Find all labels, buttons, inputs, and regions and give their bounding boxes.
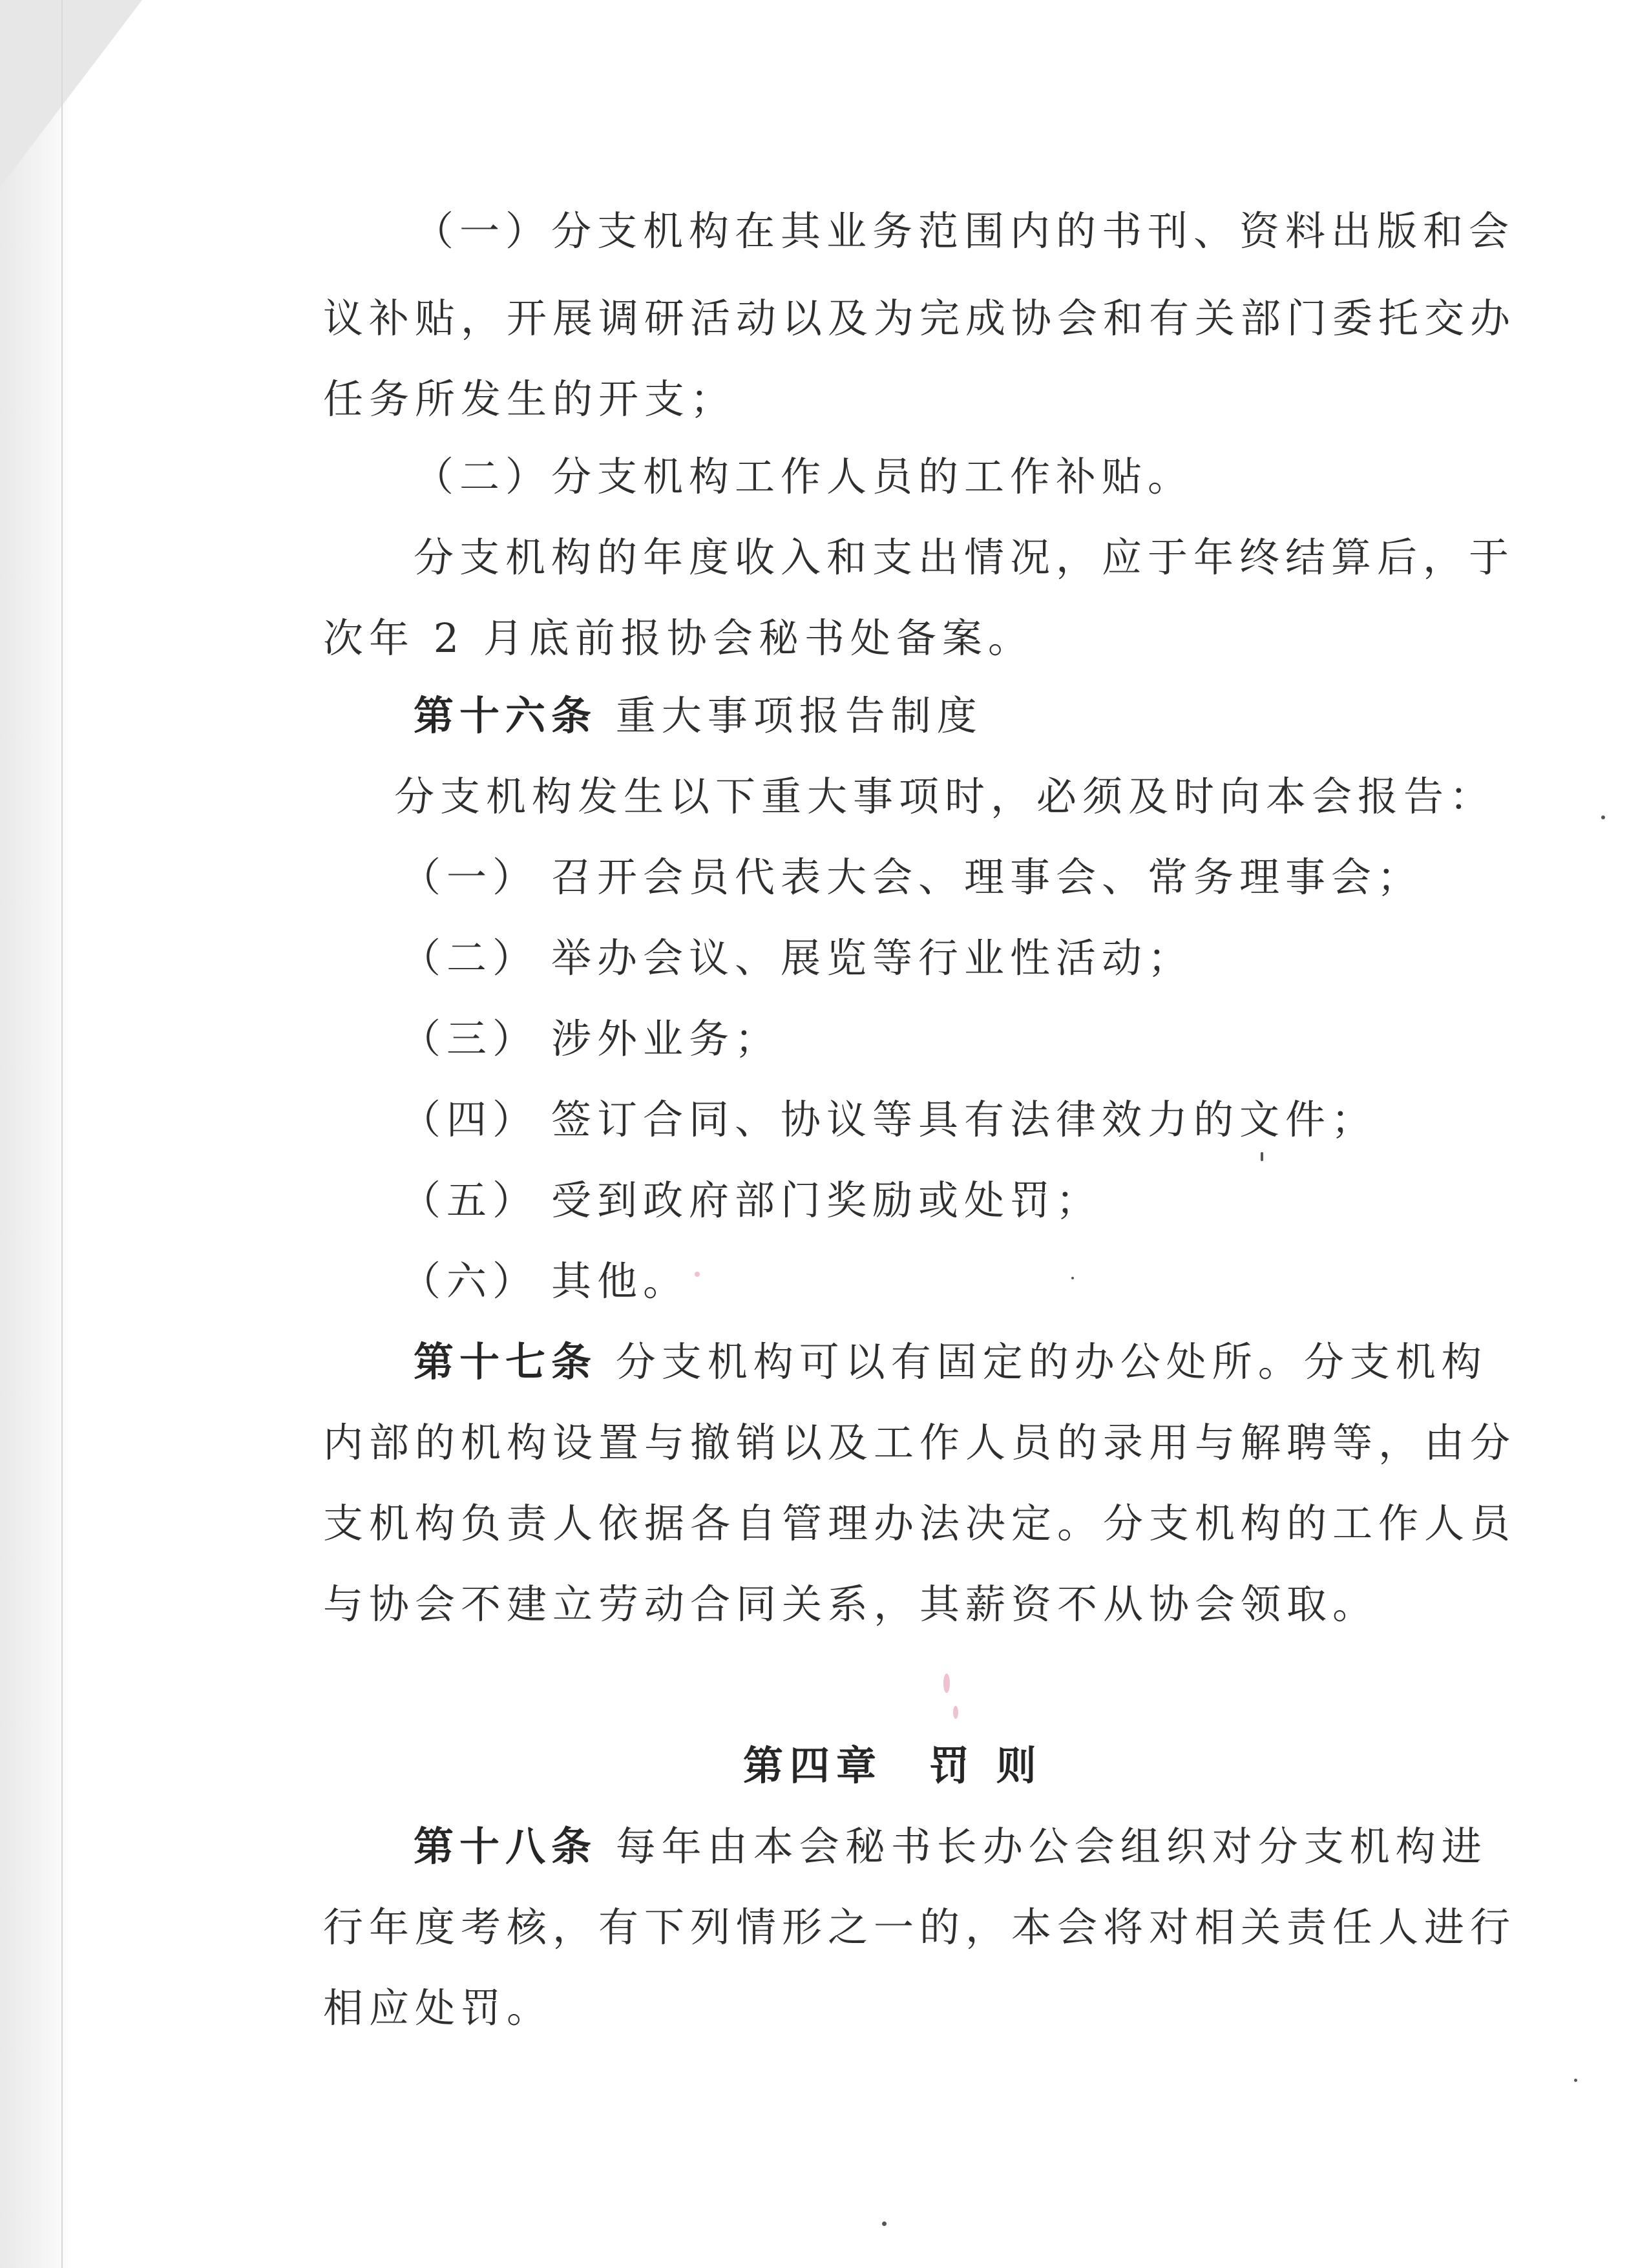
list-item bbox=[401, 1094, 1377, 1146]
list-item-number: （二） bbox=[401, 934, 539, 982]
scan-speck bbox=[882, 2221, 887, 2226]
scan-speck bbox=[1261, 1152, 1263, 1161]
article-16-title: 重大事项报告制度 bbox=[615, 692, 983, 739]
list-item-number: （六） bbox=[401, 1257, 539, 1305]
list-item bbox=[401, 932, 1193, 984]
list-item-number: （一） bbox=[401, 854, 539, 901]
article-18 bbox=[414, 1821, 1487, 1873]
article-17-first-line: 分支机构可以有固定的办公处所。分支机构 bbox=[615, 1338, 1487, 1385]
list-item-text: 签订合同、协议等具有法律效力的文件； bbox=[551, 1096, 1378, 1143]
list-item-text: 涉外业务； bbox=[551, 1015, 781, 1062]
scan-speck bbox=[1574, 2079, 1577, 2082]
scan-speck bbox=[1601, 815, 1605, 819]
article-18-heading: 第十八条 bbox=[414, 1823, 598, 1870]
paragraph-line: 内部的机构设置与撤销以及工作人员的录用与解聘等，由分 bbox=[323, 1419, 1517, 1466]
list-item bbox=[401, 1175, 1102, 1226]
list-item bbox=[401, 1013, 781, 1065]
paragraph-line: 相应处罚。 bbox=[323, 1984, 553, 2032]
list-item-number: （三） bbox=[401, 1015, 539, 1062]
paragraph-line: 与协会不建立劳动合同关系，其薪资不从协会领取。 bbox=[323, 1580, 1379, 1628]
list-item-text: 举办会议、展览等行业性活动； bbox=[551, 934, 1194, 982]
paragraph-line: 行年度考核，有下列情形之一的，本会将对相关责任人进行 bbox=[323, 1904, 1517, 1951]
paragraph-line: 支机构负责人依据各自管理办法决定。分支机构的工作人员 bbox=[323, 1500, 1517, 1547]
list-item-text: 受到政府部门奖励或处罚； bbox=[551, 1177, 1102, 1224]
list-item-text: 召开会员代表大会、理事会、常务理事会； bbox=[551, 854, 1423, 901]
paragraph-line: 议补贴，开展调研活动以及为完成协会和有关部门委托交办 bbox=[323, 295, 1517, 342]
chapter-heading: 第四章 罚 则 bbox=[743, 1742, 1043, 1789]
scan-stain bbox=[953, 1706, 958, 1719]
paragraph-line: 分支机构的年度收入和支出情况，应于年终结算后，于 bbox=[414, 534, 1515, 581]
article-17 bbox=[414, 1336, 1487, 1388]
paragraph-line: 次年 2 月底前报协会秘书处备案。 bbox=[323, 614, 1034, 662]
scan-speck bbox=[1071, 1277, 1074, 1279]
paragraph-line: （二）分支机构工作人员的工作补贴。 bbox=[414, 453, 1194, 500]
article-18-first-line: 每年由本会秘书长办公会组织对分支机构进 bbox=[615, 1823, 1487, 1870]
scan-stain bbox=[695, 1272, 700, 1277]
list-item-text: 其他。 bbox=[551, 1257, 689, 1305]
article-16-intro: 分支机构发生以下重大事项时，必须及时向本会报告： bbox=[394, 773, 1496, 820]
paragraph-line: 任务所发生的开支； bbox=[323, 375, 737, 423]
paragraph-line: （一）分支机构在其业务范围内的书刊、资料出版和会 bbox=[414, 207, 1515, 255]
list-item bbox=[401, 852, 1423, 903]
list-item-number: （四） bbox=[401, 1096, 539, 1143]
list-item-number: （五） bbox=[401, 1177, 539, 1224]
scan-stain bbox=[943, 1674, 950, 1693]
article-16-heading: 第十六条 bbox=[414, 692, 598, 739]
article-17-heading: 第十七条 bbox=[414, 1338, 598, 1385]
article-16 bbox=[414, 690, 983, 742]
list-item bbox=[401, 1255, 689, 1307]
